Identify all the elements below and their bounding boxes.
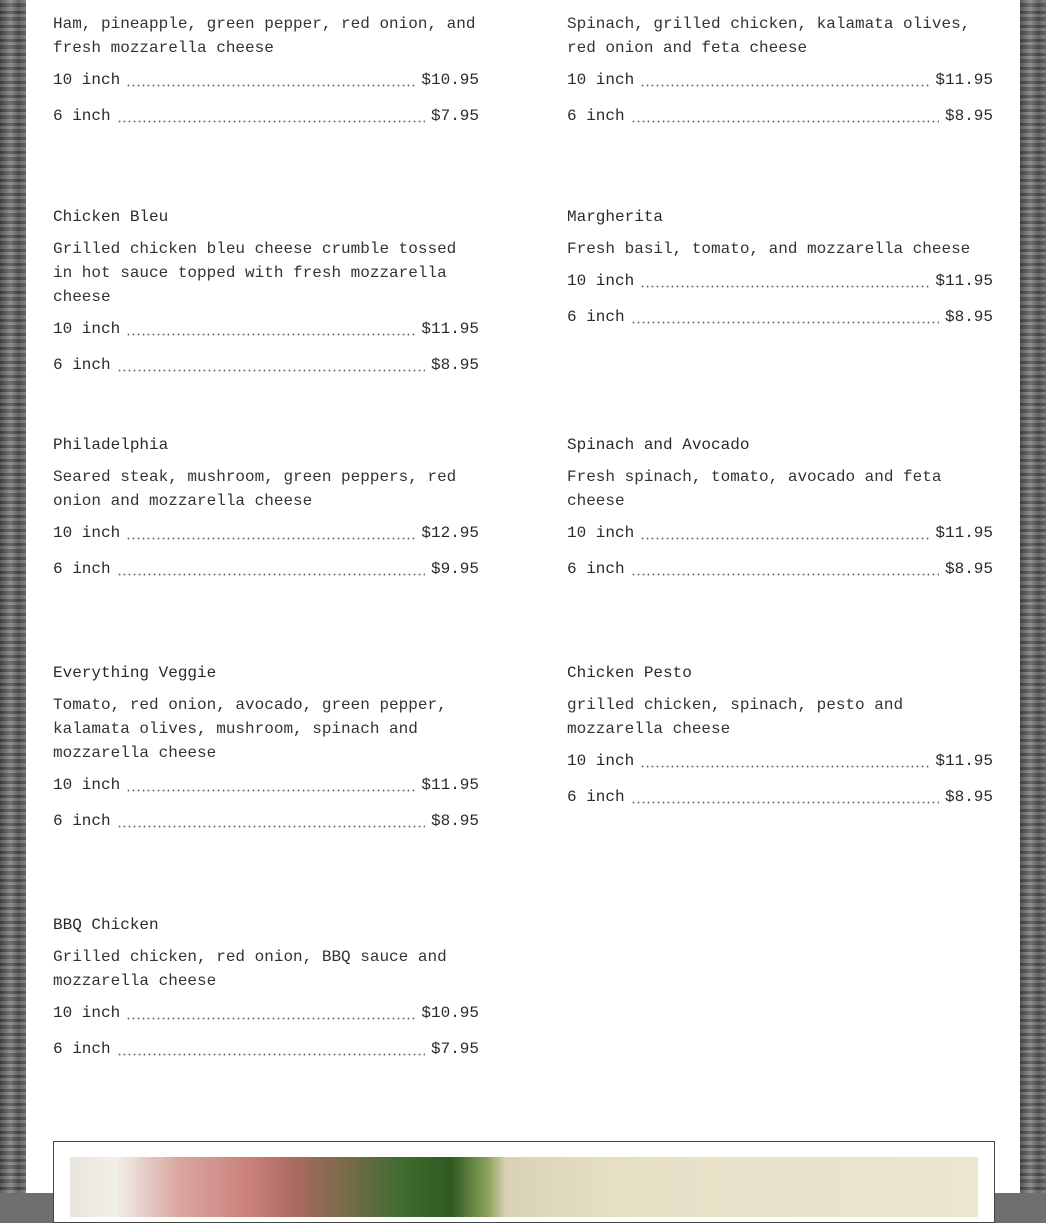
price-value: $11.95 <box>421 320 479 338</box>
dot-leader <box>126 79 415 87</box>
size-label: 6 inch <box>567 788 625 806</box>
item-name: BBQ Chicken <box>53 916 159 934</box>
item-description: Grilled chicken, red onion, BBQ sauce and mozzarella cheese <box>53 948 447 990</box>
price-value: $7.95 <box>430 107 479 125</box>
price-row-6-inch <box>53 106 479 126</box>
size-label: 10 inch <box>567 272 635 290</box>
size-label: 10 inch <box>53 320 121 338</box>
price-row-6-inch <box>567 787 993 807</box>
price-row-10-inch <box>567 70 993 90</box>
price-value: $11.95 <box>421 776 479 794</box>
menu-item-hawaiian <box>53 12 479 142</box>
size-label: 6 inch <box>53 560 111 578</box>
size-label: 10 inch <box>53 71 121 89</box>
item-name: Philadelphia <box>53 436 169 454</box>
size-label: 10 inch <box>53 1004 121 1022</box>
dot-leader <box>640 532 929 540</box>
size-label: 6 inch <box>53 812 111 830</box>
price-value: $11.95 <box>935 71 993 89</box>
size-label: 6 inch <box>53 1040 111 1058</box>
dot-leader <box>117 568 425 576</box>
price-value: $11.95 <box>935 524 993 542</box>
item-description: Ham, pineapple, green pepper, red onion, and fresh mozzarella cheese <box>53 15 476 57</box>
price-row-10-inch <box>53 319 479 339</box>
price-row-6-inch <box>567 307 993 327</box>
price-value: $10.95 <box>421 1004 479 1022</box>
food-photo-frame <box>53 1141 995 1223</box>
dot-leader <box>117 820 425 828</box>
price-value: $9.95 <box>430 560 479 578</box>
price-value: $8.95 <box>430 812 479 830</box>
menu-item-margherita <box>567 207 993 343</box>
size-label: 6 inch <box>53 356 111 374</box>
item-description: Fresh basil, tomato, and mozzarella cheese <box>567 240 971 258</box>
item-name: Margherita <box>567 208 664 226</box>
price-row-10-inch <box>567 751 993 771</box>
price-row-6-inch <box>53 355 479 375</box>
item-description: Seared steak, mushroom, green peppers, red onion and mozzarella cheese <box>53 468 457 510</box>
price-value: $8.95 <box>944 560 993 578</box>
price-row-10-inch <box>53 1003 479 1023</box>
food-photo <box>70 1157 978 1217</box>
dot-leader <box>631 316 939 324</box>
price-value: $8.95 <box>944 788 993 806</box>
menu-item-bbq-chicken <box>53 915 479 1075</box>
item-description: Spinach, grilled chicken, kalamata olives, red onion and feta cheese <box>567 15 971 57</box>
item-description: grilled chicken, spinach, pesto and mozzarella cheese <box>567 696 904 738</box>
price-row-10-inch <box>53 775 479 795</box>
wood-border-left <box>0 0 26 1193</box>
dot-leader <box>126 532 415 540</box>
dot-leader <box>640 280 929 288</box>
price-row-10-inch <box>567 271 993 291</box>
item-description: Fresh spinach, tomato, avocado and feta cheese <box>567 468 942 510</box>
dot-leader <box>640 760 929 768</box>
menu-item-everything-veggie <box>53 663 479 847</box>
size-label: 6 inch <box>567 560 625 578</box>
dot-leader <box>640 79 929 87</box>
dot-leader <box>126 1012 415 1020</box>
item-name: Everything Veggie <box>53 664 217 682</box>
price-row-6-inch <box>53 559 479 579</box>
price-row-10-inch <box>53 70 479 90</box>
wood-border-right <box>1020 0 1046 1193</box>
size-label: 6 inch <box>53 107 111 125</box>
dot-leader <box>126 328 415 336</box>
item-description: Grilled chicken bleu cheese crumble tossed in hot sauce topped with fresh mozzarella cheese <box>53 240 457 306</box>
menu-sheet <box>26 0 1020 1193</box>
menu-item-spinach-avocado <box>567 435 993 595</box>
size-label: 6 inch <box>567 107 625 125</box>
price-value: $8.95 <box>944 308 993 326</box>
price-value: $8.95 <box>944 107 993 125</box>
dot-leader <box>631 115 939 123</box>
price-value: $11.95 <box>935 752 993 770</box>
size-label: 10 inch <box>53 776 121 794</box>
size-label: 10 inch <box>53 524 121 542</box>
price-value: $12.95 <box>421 524 479 542</box>
size-label: 10 inch <box>567 71 635 89</box>
price-value: $10.95 <box>421 71 479 89</box>
price-row-6-inch <box>567 106 993 126</box>
menu-item-chicken-bleu <box>53 207 479 391</box>
dot-leader <box>631 796 939 804</box>
menu-item-chicken-pesto <box>567 663 993 823</box>
menu-item-greek <box>567 12 993 142</box>
menu-item-philadelphia <box>53 435 479 595</box>
price-row-10-inch <box>567 523 993 543</box>
item-name: Chicken Bleu <box>53 208 169 226</box>
size-label: 6 inch <box>567 308 625 326</box>
price-value: $8.95 <box>430 356 479 374</box>
price-row-10-inch <box>53 523 479 543</box>
item-name: Chicken Pesto <box>567 664 692 682</box>
size-label: 10 inch <box>567 752 635 770</box>
dot-leader <box>117 1048 425 1056</box>
dot-leader <box>126 784 415 792</box>
price-value: $11.95 <box>935 272 993 290</box>
item-name: Spinach and Avocado <box>567 436 750 454</box>
price-value: $7.95 <box>430 1040 479 1058</box>
dot-leader <box>117 115 425 123</box>
size-label: 10 inch <box>567 524 635 542</box>
price-row-6-inch <box>53 811 479 831</box>
price-row-6-inch <box>53 1039 479 1059</box>
price-row-6-inch <box>567 559 993 579</box>
item-description: Tomato, red onion, avocado, green pepper, kalamata olives, mushroom, spinach and mozzarella cheese <box>53 696 447 762</box>
dot-leader <box>631 568 939 576</box>
dot-leader <box>117 364 425 372</box>
